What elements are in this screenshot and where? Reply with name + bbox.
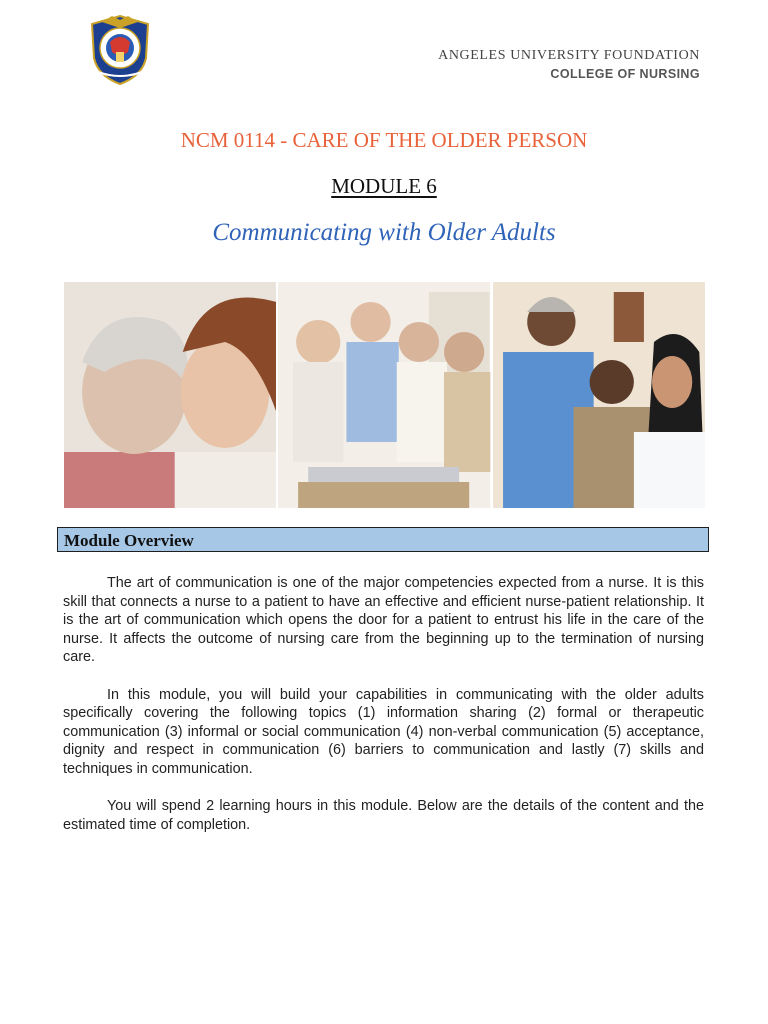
elderly-woman-listening-image <box>64 282 276 508</box>
module-overview-header <box>57 527 709 552</box>
seniors-with-laptop-image <box>278 282 490 508</box>
photo-banner <box>64 282 705 508</box>
institution-name: ANGELES UNIVERSITY FOUNDATION <box>438 48 700 63</box>
institution-header <box>438 48 700 81</box>
overview-body <box>63 574 704 853</box>
module-subtitle: Communicating with Older Adults <box>212 219 556 246</box>
overview-paragraph: You will spend 2 learning hours in this module. Below are the details of the content and the estimated time of completion. <box>63 798 704 833</box>
module-number: MODULE 6 <box>331 174 437 198</box>
overview-paragraph: In this module, you will build your capabilities in communicating with the older adults specifically covering the following topics (1) information sharing (2) formal or therapeutic communication (3) informal or social communication (4) non-verbal communication (5) acceptance, dignity and respect in communication (6) barriers to communication and lastly (7) skills and techniques in communication. <box>63 686 704 777</box>
module-overview-heading: Module Overview <box>64 531 194 550</box>
seniors-with-nurse-image <box>493 282 705 508</box>
overview-paragraph: The art of communication is one of the major competencies expected from a nurse. It is this skill that connects a nurse to a patient to have an effective and efficient nurse-patient relationship. It is the art of communication which opens the door for a patient to entrust his life in the care of the nurse. It affects the outcome of nursing care from the beginning up to the termination of nursing care. <box>63 575 704 666</box>
course-title: NCM 0114 - CARE OF THE OLDER PERSON <box>180 128 588 152</box>
college-name: COLLEGE OF NURSING <box>550 67 700 81</box>
university-seal-icon <box>88 14 152 86</box>
